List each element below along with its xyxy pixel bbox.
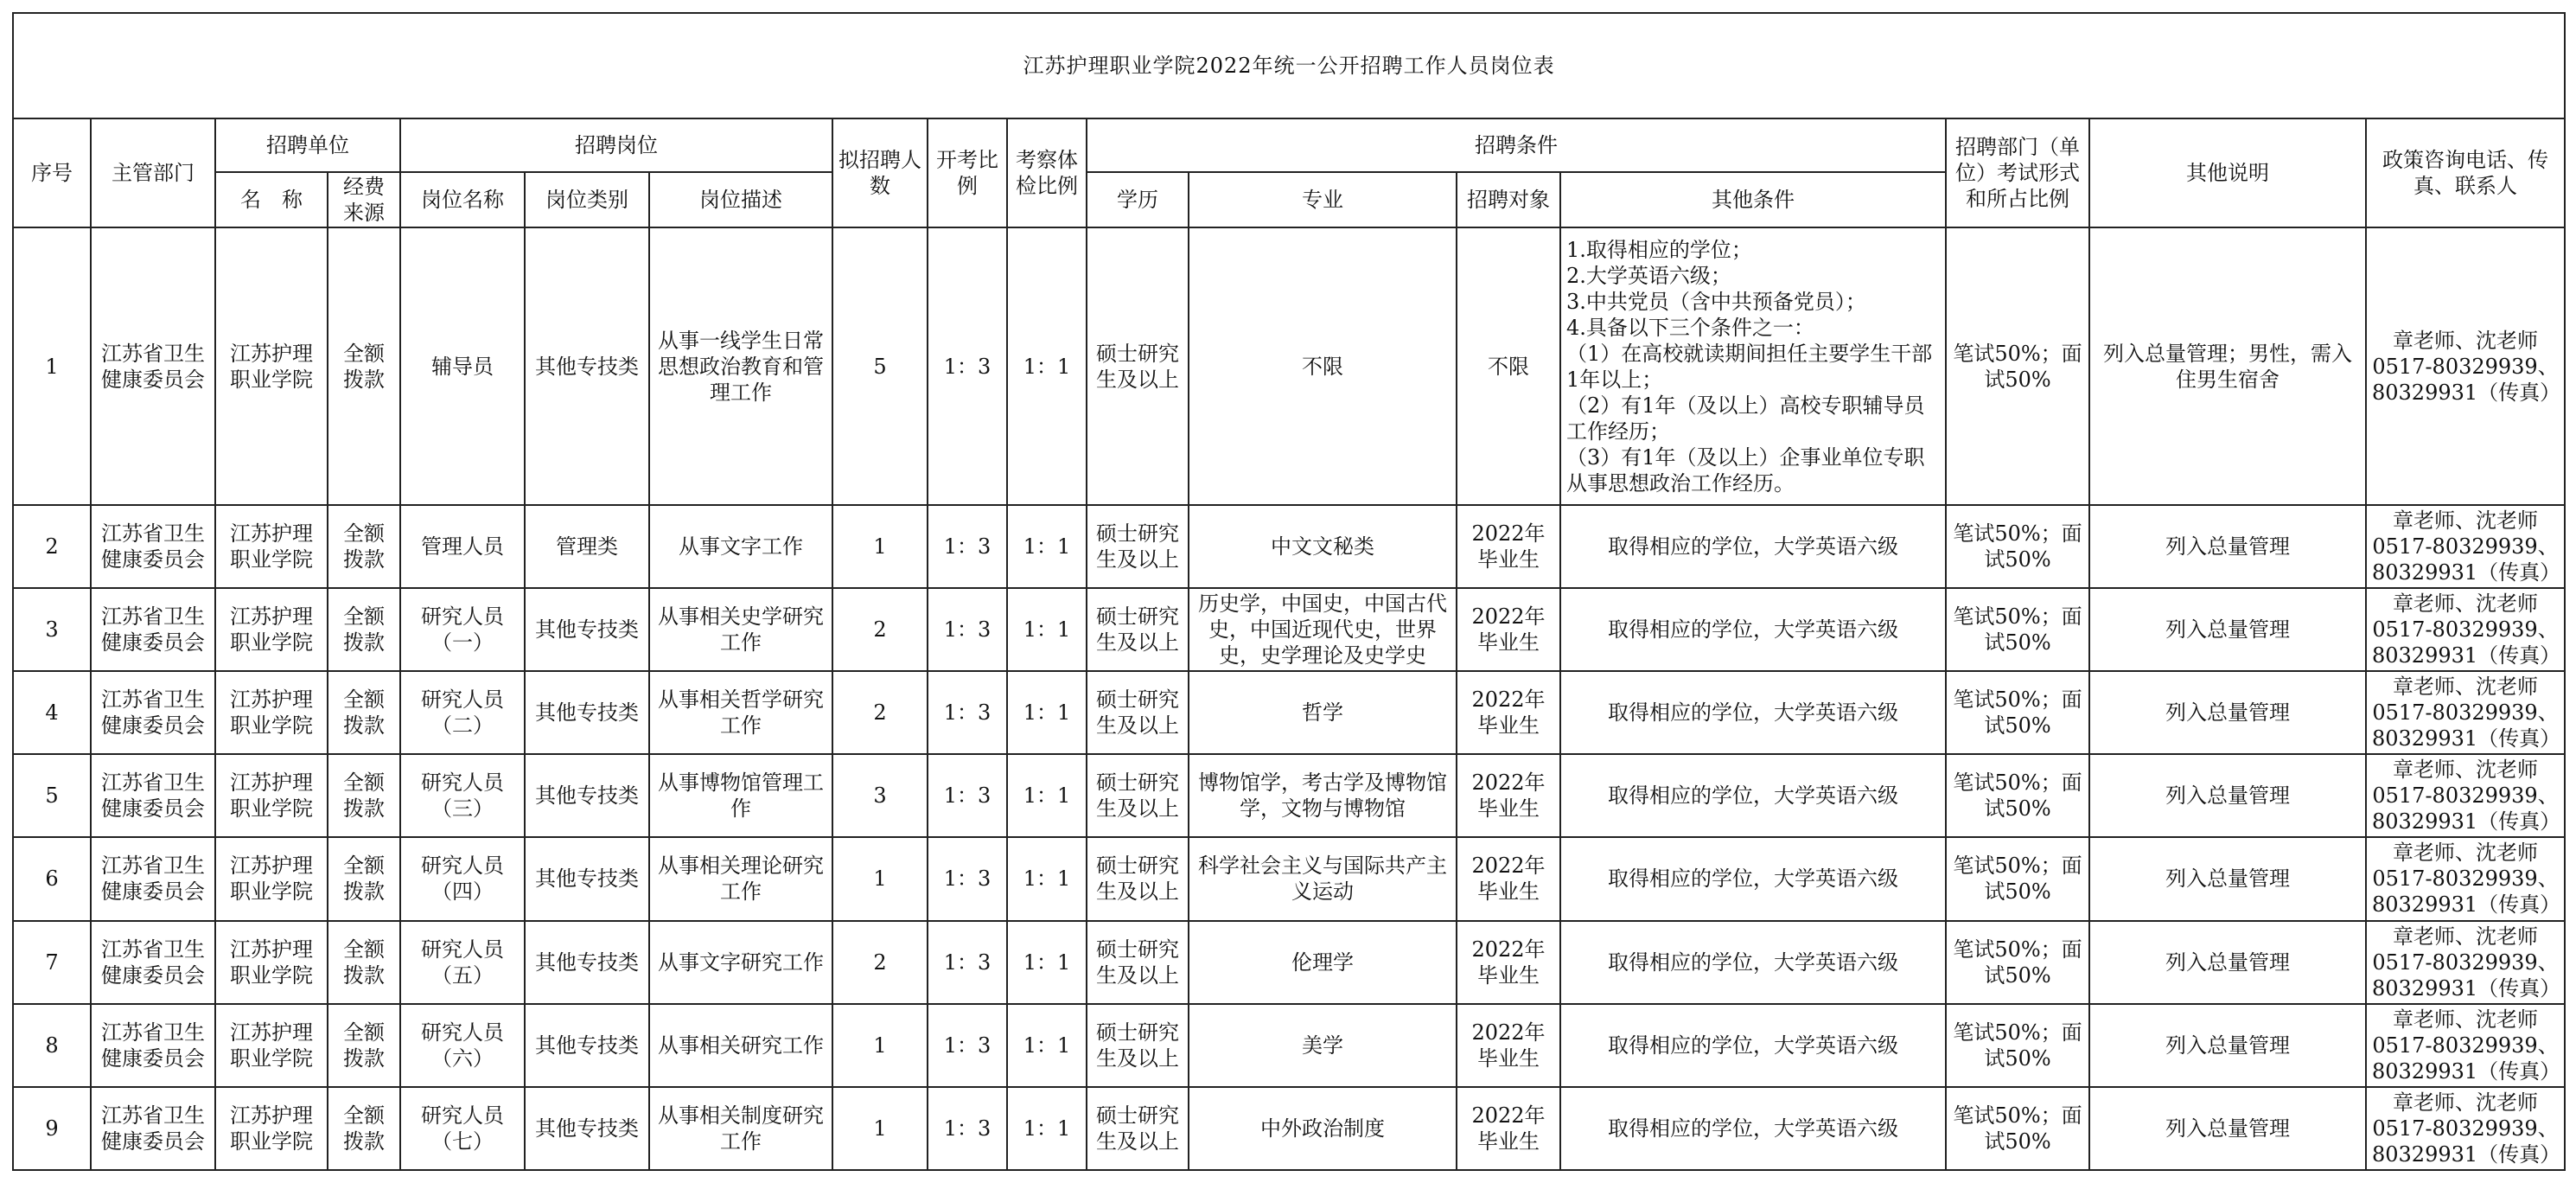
cell-target: 2022年毕业生 (1457, 588, 1560, 671)
cell-post-desc: 从事相关制度研究工作 (649, 1087, 832, 1170)
cell-seq: 1 (13, 227, 91, 504)
cell-seq: 3 (13, 588, 91, 671)
cell-post-name: 研究人员（五） (400, 921, 525, 1004)
header-contact: 政策咨询电话、传真、联系人 (2366, 118, 2565, 227)
cell-contact: 章老师、沈老师 0517-80329939、80329931（传真） (2366, 588, 2565, 671)
cell-target: 2022年毕业生 (1457, 921, 1560, 1004)
cell-dept: 江苏省卫生健康委员会 (91, 837, 215, 920)
cell-dept: 江苏省卫生健康委员会 (91, 671, 215, 754)
table-row (13, 921, 2565, 1004)
header-funding: 经费来源 (328, 172, 400, 227)
header-post-type: 岗位类别 (525, 172, 649, 227)
cell-contact: 章老师、沈老师 0517-80329939、80329931（传真） (2366, 921, 2565, 1004)
header-unit-group: 招聘单位 (215, 118, 400, 172)
cell-major: 不限 (1189, 227, 1457, 504)
cell-count: 2 (832, 588, 928, 671)
cell-exam-ratio: 1：3 (928, 837, 1007, 920)
header-exam-ratio: 开考比例 (928, 118, 1007, 227)
cell-contact: 章老师、沈老师 0517-80329939、80329931（传真） (2366, 754, 2565, 837)
cell-notes: 列入总量管理 (2089, 837, 2366, 920)
cell-other-cond: 取得相应的学位，大学英语六级 (1560, 671, 1946, 754)
cell-notes: 列入总量管理 (2089, 671, 2366, 754)
table-row (13, 671, 2565, 754)
cell-check-ratio: 1：1 (1007, 837, 1087, 920)
cell-dept: 江苏省卫生健康委员会 (91, 1087, 215, 1170)
header-major: 专业 (1189, 172, 1457, 227)
cell-notes: 列入总量管理 (2089, 505, 2366, 588)
cell-post-desc: 从事文字研究工作 (649, 921, 832, 1004)
cond-line: 2.大学英语六级； (1566, 263, 1731, 288)
cell-target: 2022年毕业生 (1457, 837, 1560, 920)
cond-line: 3.中共党员（含中共预备党员）； (1566, 289, 1866, 314)
cell-exam-ratio: 1：3 (928, 505, 1007, 588)
table-row (13, 588, 2565, 671)
cell-exam-ratio: 1：3 (928, 1087, 1007, 1170)
header-notes: 其他说明 (2089, 118, 2366, 227)
cell-exam-ratio: 1：3 (928, 754, 1007, 837)
cell-exam-ratio: 1：3 (928, 1004, 1007, 1087)
cell-check-ratio: 1：1 (1007, 671, 1087, 754)
header-row-1 (13, 118, 2565, 172)
cell-exam-form: 笔试50%；面试50% (1946, 671, 2089, 754)
cell-count: 3 (832, 754, 928, 837)
cell-post-type: 其他专技类 (525, 227, 649, 504)
cell-post-type: 管理类 (525, 505, 649, 588)
cell-notes: 列入总量管理 (2089, 754, 2366, 837)
header-post-group: 招聘岗位 (400, 118, 832, 172)
cell-contact: 章老师、沈老师 0517-80329939、80329931（传真） (2366, 227, 2565, 504)
cell-major: 美学 (1189, 1004, 1457, 1087)
cell-exam-ratio: 1：3 (928, 588, 1007, 671)
table-row (13, 1087, 2565, 1170)
cell-contact: 章老师、沈老师 0517-80329939、80329931（传真） (2366, 1087, 2565, 1170)
cell-funding: 全额拨款 (328, 588, 400, 671)
header-cond-group: 招聘条件 (1087, 118, 1946, 172)
table-row (13, 1004, 2565, 1087)
cell-dept: 江苏省卫生健康委员会 (91, 921, 215, 1004)
cell-unit: 江苏护理职业学院 (215, 671, 328, 754)
cell-edu: 硕士研究生及以上 (1087, 505, 1189, 588)
cond-line: （2）有1年（及以上）高校专职辅导员工作经历； (1566, 393, 1925, 444)
header-dept: 主管部门 (91, 118, 215, 227)
cell-other-cond: 取得相应的学位，大学英语六级 (1560, 588, 1946, 671)
cell-edu: 硕士研究生及以上 (1087, 754, 1189, 837)
cell-post-name: 研究人员（六） (400, 1004, 525, 1087)
cond-line: （1）在高校就读期间担任主要学生干部1年以上； (1566, 341, 1933, 392)
cell-exam-form: 笔试50%；面试50% (1946, 837, 2089, 920)
cell-seq: 9 (13, 1087, 91, 1170)
cell-contact: 章老师、沈老师 0517-80329939、80329931（传真） (2366, 837, 2565, 920)
cell-contact: 章老师、沈老师 0517-80329939、80329931（传真） (2366, 671, 2565, 754)
cell-other-cond: 取得相应的学位，大学英语六级 (1560, 1004, 1946, 1087)
header-other-cond: 其他条件 (1560, 172, 1946, 227)
cell-funding: 全额拨款 (328, 837, 400, 920)
cell-post-type: 其他专技类 (525, 921, 649, 1004)
cell-edu: 硕士研究生及以上 (1087, 837, 1189, 920)
cell-post-name: 研究人员（一） (400, 588, 525, 671)
cell-exam-ratio: 1：3 (928, 921, 1007, 1004)
cell-post-type: 其他专技类 (525, 1087, 649, 1170)
cell-seq: 5 (13, 754, 91, 837)
cell-post-name: 研究人员（二） (400, 671, 525, 754)
cell-notes: 列入总量管理 (2089, 588, 2366, 671)
cell-target: 2022年毕业生 (1457, 505, 1560, 588)
cell-post-desc: 从事文字工作 (649, 505, 832, 588)
cell-contact: 章老师、沈老师 0517-80329939、80329931（传真） (2366, 1004, 2565, 1087)
cell-funding: 全额拨款 (328, 227, 400, 504)
cell-major: 中外政治制度 (1189, 1087, 1457, 1170)
cell-exam-form: 笔试50%；面试50% (1946, 227, 2089, 504)
cell-target: 2022年毕业生 (1457, 671, 1560, 754)
cell-funding: 全额拨款 (328, 1087, 400, 1170)
cell-edu: 硕士研究生及以上 (1087, 921, 1189, 1004)
cell-dept: 江苏省卫生健康委员会 (91, 1004, 215, 1087)
cell-seq: 2 (13, 505, 91, 588)
cell-edu: 硕士研究生及以上 (1087, 1004, 1189, 1087)
cell-post-type: 其他专技类 (525, 754, 649, 837)
cell-count: 1 (832, 837, 928, 920)
cell-post-name: 研究人员（三） (400, 754, 525, 837)
header-target: 招聘对象 (1457, 172, 1560, 227)
cell-notes: 列入总量管理；男性，需入住男生宿舍 (2089, 227, 2366, 504)
cell-unit: 江苏护理职业学院 (215, 1087, 328, 1170)
cell-check-ratio: 1：1 (1007, 1087, 1087, 1170)
cell-check-ratio: 1：1 (1007, 505, 1087, 588)
cell-check-ratio: 1：1 (1007, 754, 1087, 837)
cell-exam-form: 笔试50%；面试50% (1946, 1004, 2089, 1087)
cell-post-desc: 从事相关史学研究工作 (649, 588, 832, 671)
cell-target: 不限 (1457, 227, 1560, 504)
cell-unit: 江苏护理职业学院 (215, 921, 328, 1004)
cond-line: （3）有1年（及以上）企事业单位专职从事思想政治工作经历。 (1566, 444, 1925, 496)
cell-unit: 江苏护理职业学院 (215, 227, 328, 504)
recruitment-table (12, 12, 2566, 1171)
cell-target: 2022年毕业生 (1457, 1087, 1560, 1170)
cell-other-cond: 取得相应的学位，大学英语六级 (1560, 921, 1946, 1004)
cell-count: 5 (832, 227, 928, 504)
cell-exam-ratio: 1：3 (928, 227, 1007, 504)
table-row (13, 227, 2565, 504)
cell-exam-form: 笔试50%；面试50% (1946, 921, 2089, 1004)
cell-target: 2022年毕业生 (1457, 1004, 1560, 1087)
cell-unit: 江苏护理职业学院 (215, 588, 328, 671)
cell-post-desc: 从事相关研究工作 (649, 1004, 832, 1087)
header-post-name: 岗位名称 (400, 172, 525, 227)
cell-unit: 江苏护理职业学院 (215, 505, 328, 588)
cell-seq: 6 (13, 837, 91, 920)
cell-seq: 7 (13, 921, 91, 1004)
cell-target: 2022年毕业生 (1457, 754, 1560, 837)
cell-exam-form: 笔试50%；面试50% (1946, 754, 2089, 837)
cell-post-name: 研究人员（七） (400, 1087, 525, 1170)
cell-funding: 全额拨款 (328, 671, 400, 754)
title-row (13, 13, 2565, 118)
cond-line: 4.具备以下三个条件之一： (1566, 315, 1814, 340)
cell-major: 科学社会主义与国际共产主义运动 (1189, 837, 1457, 920)
cell-count: 1 (832, 1004, 928, 1087)
cell-unit: 江苏护理职业学院 (215, 1004, 328, 1087)
cell-post-name: 研究人员（四） (400, 837, 525, 920)
cell-post-name: 管理人员 (400, 505, 525, 588)
cell-check-ratio: 1：1 (1007, 588, 1087, 671)
table-row (13, 754, 2565, 837)
cell-post-desc: 从事相关理论研究工作 (649, 837, 832, 920)
cell-other-cond: 取得相应的学位，大学英语六级 (1560, 505, 1946, 588)
cell-edu: 硕士研究生及以上 (1087, 227, 1189, 504)
page-title: 江苏护理职业学院2022年统一公开招聘工作人员岗位表 (13, 13, 2565, 118)
cell-major: 中文文秘类 (1189, 505, 1457, 588)
cell-check-ratio: 1：1 (1007, 1004, 1087, 1087)
cell-dept: 江苏省卫生健康委员会 (91, 227, 215, 504)
cell-post-type: 其他专技类 (525, 1004, 649, 1087)
cell-post-type: 其他专技类 (525, 671, 649, 754)
cell-seq: 8 (13, 1004, 91, 1087)
cell-exam-form: 笔试50%；面试50% (1946, 505, 2089, 588)
header-check-ratio: 考察体检比例 (1007, 118, 1087, 227)
cond-line: 1.取得相应的学位； (1566, 237, 1752, 262)
cell-exam-ratio: 1：3 (928, 671, 1007, 754)
cell-unit: 江苏护理职业学院 (215, 754, 328, 837)
cell-notes: 列入总量管理 (2089, 921, 2366, 1004)
cell-notes: 列入总量管理 (2089, 1004, 2366, 1087)
cell-other-cond (1560, 227, 1946, 504)
cell-dept: 江苏省卫生健康委员会 (91, 505, 215, 588)
cell-funding: 全额拨款 (328, 921, 400, 1004)
cell-exam-form: 笔试50%；面试50% (1946, 1087, 2089, 1170)
cell-major: 哲学 (1189, 671, 1457, 754)
cell-count: 2 (832, 921, 928, 1004)
cell-major: 博物馆学，考古学及博物馆学，文物与博物馆 (1189, 754, 1457, 837)
cell-post-desc: 从事相关哲学研究工作 (649, 671, 832, 754)
cell-funding: 全额拨款 (328, 505, 400, 588)
header-post-desc: 岗位描述 (649, 172, 832, 227)
cell-other-cond: 取得相应的学位，大学英语六级 (1560, 754, 1946, 837)
table-row (13, 837, 2565, 920)
cell-count: 1 (832, 505, 928, 588)
cell-post-type: 其他专技类 (525, 837, 649, 920)
cell-check-ratio: 1：1 (1007, 227, 1087, 504)
cell-post-desc: 从事一线学生日常思想政治教育和管理工作 (649, 227, 832, 504)
header-unit-name: 名 称 (215, 172, 328, 227)
cell-exam-form: 笔试50%；面试50% (1946, 588, 2089, 671)
cell-funding: 全额拨款 (328, 754, 400, 837)
cell-notes: 列入总量管理 (2089, 1087, 2366, 1170)
cell-funding: 全额拨款 (328, 1004, 400, 1087)
cell-count: 1 (832, 1087, 928, 1170)
cell-other-cond: 取得相应的学位，大学英语六级 (1560, 837, 1946, 920)
header-seq: 序号 (13, 118, 91, 227)
table-row (13, 505, 2565, 588)
cell-dept: 江苏省卫生健康委员会 (91, 588, 215, 671)
cell-major: 历史学，中国史，中国古代史，中国近现代史，世界史，史学理论及史学史 (1189, 588, 1457, 671)
header-edu: 学历 (1087, 172, 1189, 227)
cell-count: 2 (832, 671, 928, 754)
cell-unit: 江苏护理职业学院 (215, 837, 328, 920)
cell-seq: 4 (13, 671, 91, 754)
cell-edu: 硕士研究生及以上 (1087, 671, 1189, 754)
header-exam-form: 招聘部门（单位）考试形式和所占比例 (1946, 118, 2089, 227)
cell-contact: 章老师、沈老师 0517-80329939、80329931（传真） (2366, 505, 2565, 588)
cell-post-type: 其他专技类 (525, 588, 649, 671)
cell-post-name: 辅导员 (400, 227, 525, 504)
cell-check-ratio: 1：1 (1007, 921, 1087, 1004)
cell-edu: 硕士研究生及以上 (1087, 588, 1189, 671)
header-count: 拟招聘人数 (832, 118, 928, 227)
cell-edu: 硕士研究生及以上 (1087, 1087, 1189, 1170)
cell-other-cond: 取得相应的学位，大学英语六级 (1560, 1087, 1946, 1170)
cell-major: 伦理学 (1189, 921, 1457, 1004)
cell-dept: 江苏省卫生健康委员会 (91, 754, 215, 837)
cell-post-desc: 从事博物馆管理工作 (649, 754, 832, 837)
